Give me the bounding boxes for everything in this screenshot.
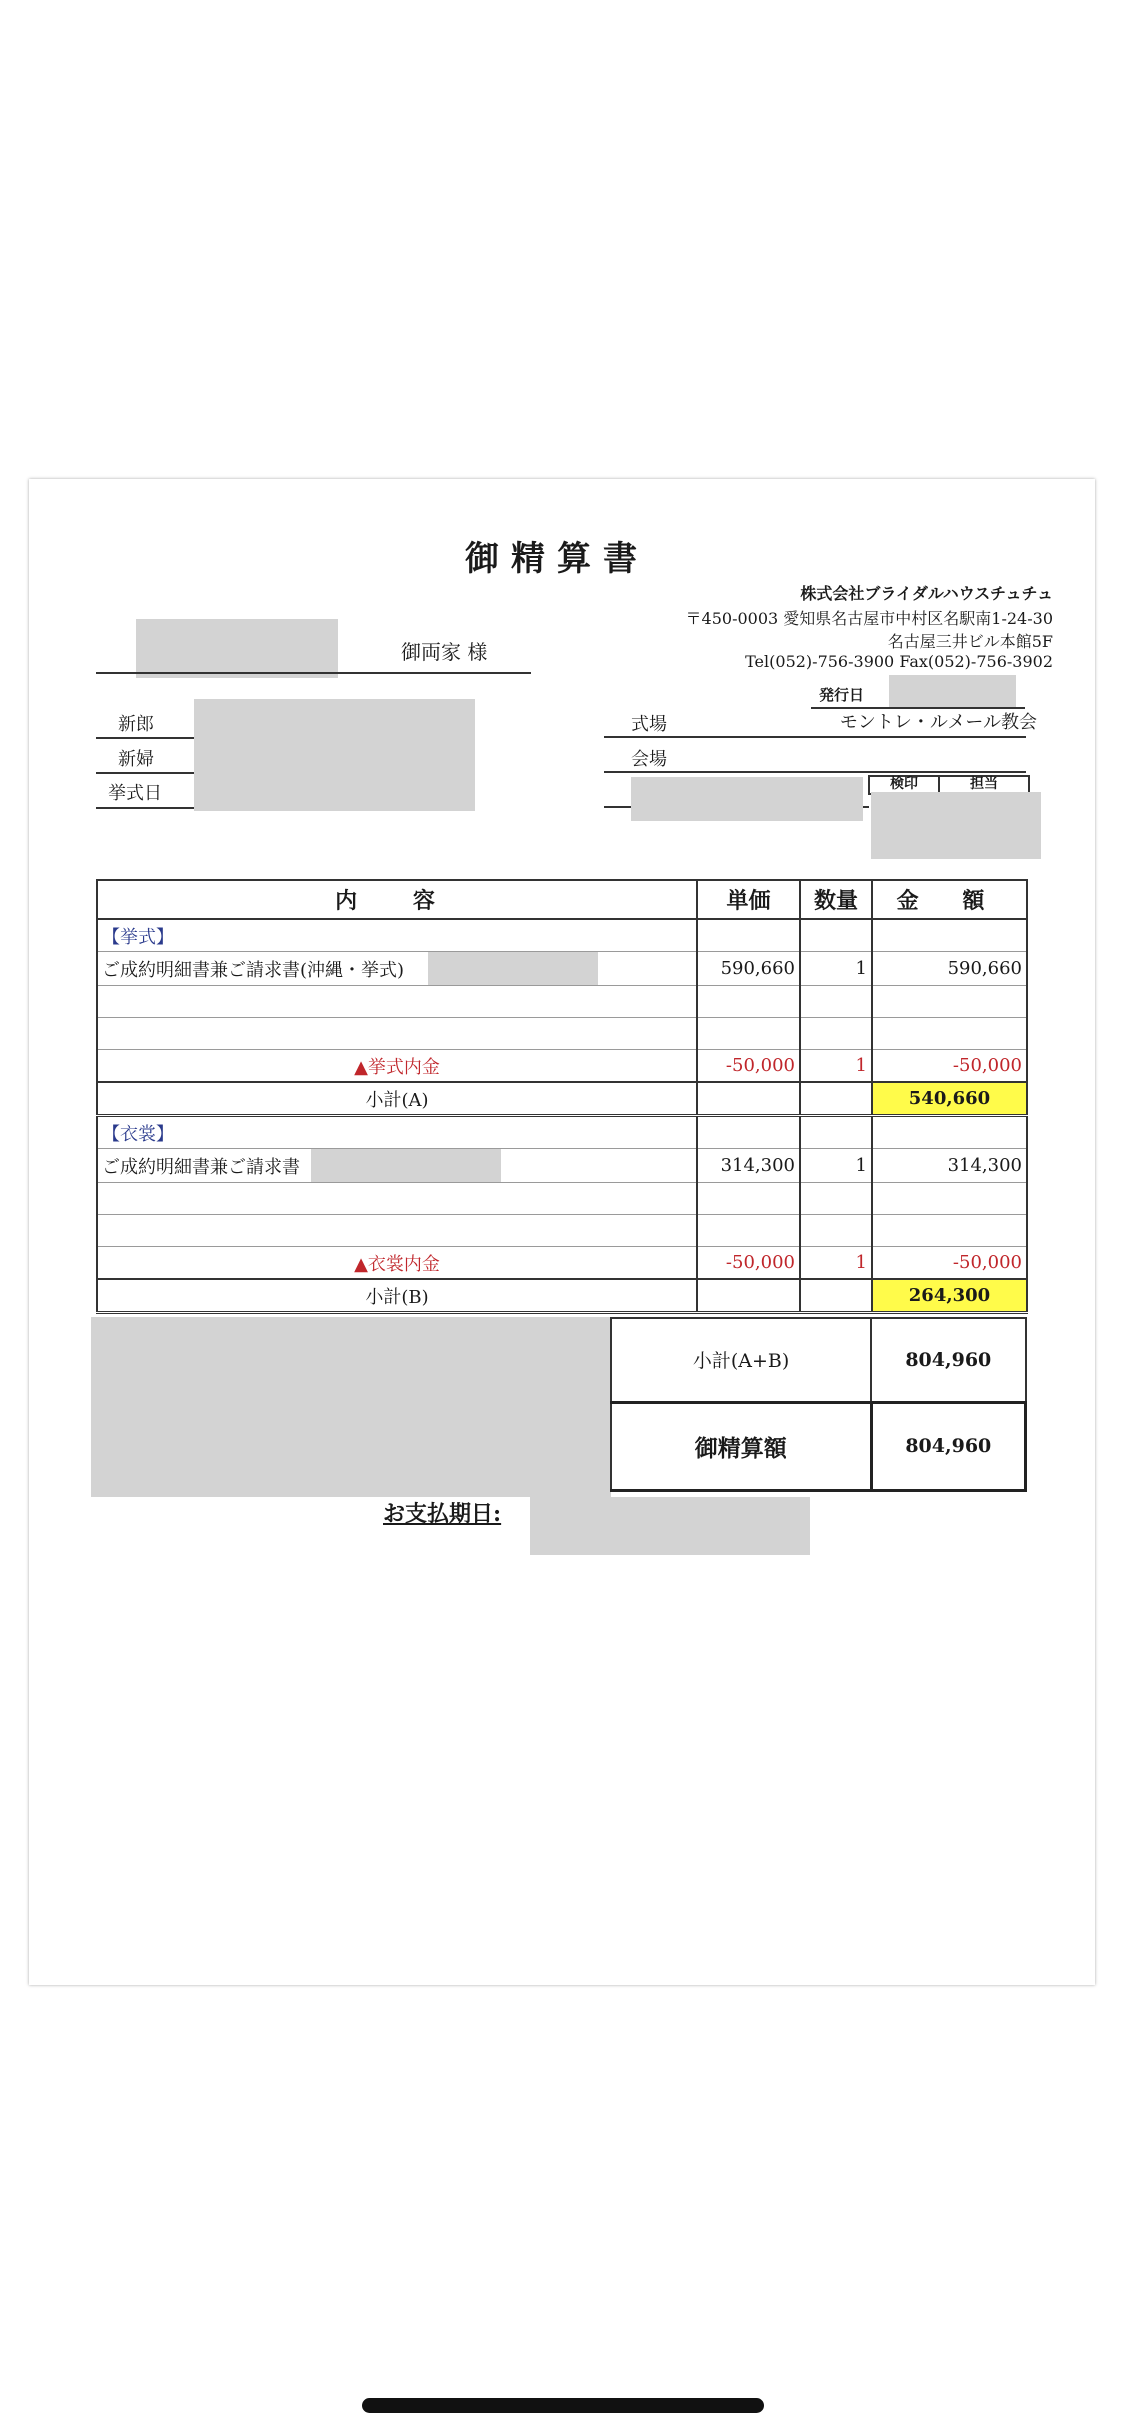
section-a-item-cell (97, 952, 697, 986)
final-amount-row (611, 1402, 1026, 1490)
table-row (97, 1183, 1027, 1215)
section-a-deposit-unit-price: -50,000 (697, 1050, 800, 1083)
final-amount-label: 御精算額 (611, 1402, 871, 1490)
section-b-subtotal-label: 小計(B) (97, 1279, 697, 1313)
section-b-deposit-quantity: 1 (800, 1247, 872, 1280)
section-a-subtotal-label: 小計(A) (97, 1082, 697, 1116)
section-b-item-unit-price: 314,300 (697, 1149, 800, 1183)
header-quantity: 数量 (800, 880, 872, 919)
redacted-venue-detail (631, 777, 863, 821)
section-a-item-unit-price: 590,660 (697, 952, 800, 986)
document-title: 御精算書 (465, 539, 649, 579)
company-address: 〒450-0003 愛知県名古屋市中村区名駅南1-24-30 (685, 609, 1053, 628)
header-unit-price: 単価 (697, 880, 800, 919)
section-a-deposit-amount: -50,000 (872, 1050, 1027, 1083)
payment-due-label: お支払期日: (383, 1501, 502, 1527)
subtotal-ab-value: 804,960 (871, 1318, 1025, 1402)
bride-label: 新婦 (118, 749, 154, 770)
company-phone-fax: Tel(052)-756-3900 Fax(052)-756-3902 (745, 652, 1053, 671)
section-a-deposit-quantity: 1 (800, 1050, 872, 1083)
home-indicator[interactable] (362, 2398, 764, 2413)
section-b-deposit-name: ▲衣裳内金 (97, 1247, 697, 1280)
redacted-notes-block (91, 1317, 611, 1497)
header-content: 内 容 (97, 880, 697, 919)
document-page (29, 479, 1095, 1985)
section-a-item-name: ご成約明細書兼ご請求書(沖縄・挙式) (102, 959, 405, 981)
subtotal-ab-row (611, 1318, 1026, 1402)
items-table (96, 879, 1028, 1314)
section-b-item-quantity: 1 (800, 1149, 872, 1183)
inspection-stamp-label: 検印 (890, 776, 918, 792)
bride-underline (96, 772, 196, 774)
redacted-item-detail (428, 952, 598, 986)
section-b-label: 【衣裳】 (97, 1116, 697, 1149)
reception-venue-label: 会場 (631, 749, 667, 770)
table-row (97, 1050, 1027, 1083)
totals-table (610, 1317, 1027, 1492)
table-row (97, 952, 1027, 986)
redacted-couple-names (194, 699, 475, 811)
section-a-label: 【挙式】 (97, 919, 697, 952)
ceremony-date-underline (96, 807, 196, 809)
ceremony-venue-label: 式場 (631, 714, 667, 735)
section-b-item-name: ご成約明細書兼ご請求書 (102, 1156, 300, 1178)
ceremony-venue-underline (604, 736, 1026, 738)
section-a-subtotal-row (97, 1082, 1027, 1116)
company-name: 株式会社ブライダルハウスチュチュ (800, 584, 1053, 603)
table-row (97, 1018, 1027, 1050)
groom-label: 新郎 (118, 714, 154, 735)
header-amount: 金 額 (872, 880, 1027, 919)
section-b-item-cell (97, 1149, 697, 1183)
staff-stamp-label: 担当 (970, 776, 998, 792)
reception-venue-underline (604, 771, 1026, 773)
groom-underline (96, 737, 196, 739)
issue-date-label: 発行日 (819, 686, 865, 704)
section-b-deposit-amount: -50,000 (872, 1247, 1027, 1280)
addressee-underline (96, 672, 531, 674)
company-building: 名古屋三井ビル本館5F (887, 632, 1053, 651)
table-row (97, 1247, 1027, 1280)
final-amount-value: 804,960 (871, 1402, 1025, 1490)
section-b-deposit-unit-price: -50,000 (697, 1247, 800, 1280)
redacted-issue-date (889, 675, 1016, 707)
section-b-item-amount: 314,300 (872, 1149, 1027, 1183)
redacted-stamps (871, 792, 1041, 859)
section-b-subtotal-value: 264,300 (872, 1279, 1027, 1313)
section-a-item-amount: 590,660 (872, 952, 1027, 986)
section-b-subtotal-row (97, 1279, 1027, 1313)
addressee-suffix: 御両家 様 (401, 640, 488, 664)
section-a-deposit-name: ▲挙式内金 (97, 1050, 697, 1083)
ceremony-venue-value: モントレ・ルメール教会 (839, 712, 1037, 733)
table-row (97, 986, 1027, 1018)
table-row (97, 919, 1027, 952)
ceremony-date-label: 挙式日 (108, 783, 162, 804)
redacted-family-name (136, 619, 338, 678)
table-row (97, 1215, 1027, 1247)
redacted-payment-due-date (530, 1497, 810, 1555)
redacted-item-detail (311, 1149, 501, 1183)
section-a-subtotal-value: 540,660 (872, 1082, 1027, 1116)
section-a-item-quantity: 1 (800, 952, 872, 986)
table-row (97, 1149, 1027, 1183)
subtotal-ab-label: 小計(A+B) (611, 1318, 871, 1402)
table-row (97, 1116, 1027, 1149)
table-header-row (97, 880, 1027, 919)
